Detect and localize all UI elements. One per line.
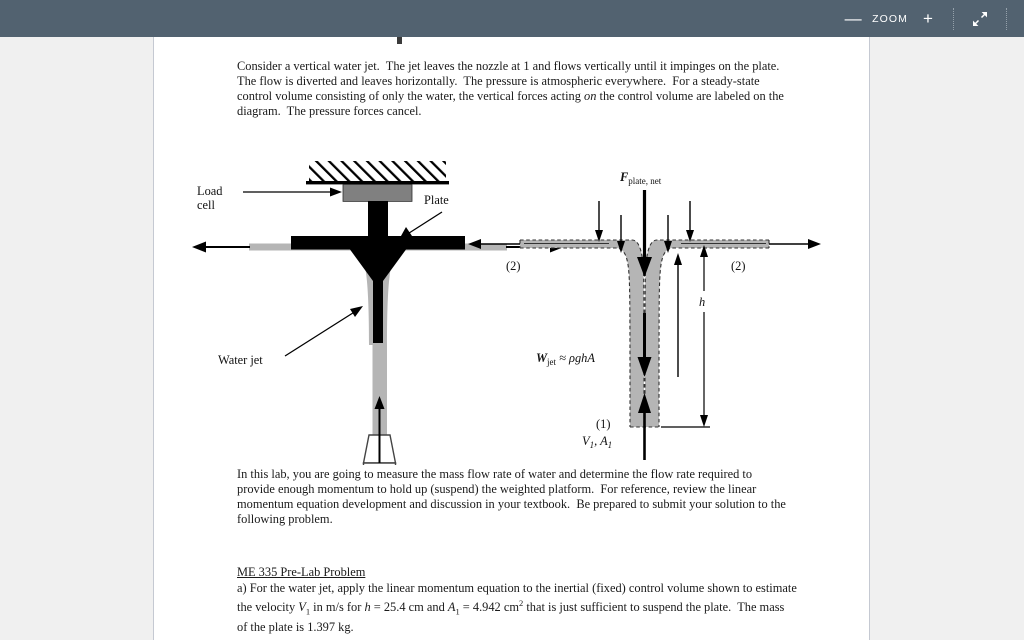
problem-var-h: h: [364, 600, 371, 615]
document-page: [153, 37, 870, 640]
label-v1-a1: [582, 434, 612, 450]
viewer-toolbar: [0, 0, 1024, 37]
zoom-label-text: ZOOM: [872, 12, 908, 25]
label-water-jet: Water jet: [218, 353, 263, 367]
nozzle-body: [364, 463, 396, 465]
load-cell-block: [343, 184, 412, 201]
label-jet-weight-W: W: [536, 351, 548, 365]
problem-var-a-sup: 2: [519, 598, 524, 609]
cv-outflow-arrow-right: [769, 239, 821, 249]
ceiling-hatch: [309, 161, 446, 181]
problem-text-1: a) For the water jet, apply the linear momentum equation to the inertial (fixed) control volume shown to estimate the velocity: [237, 581, 800, 615]
page-top-artifact: [397, 37, 402, 44]
outflow-arrow-left: [192, 242, 250, 253]
cv-water-left-arm: [520, 240, 644, 427]
plate-pointer-arrow: [399, 212, 442, 240]
label-v1-sub: 1: [589, 440, 595, 450]
label-jet-weight-sub: jet: [547, 357, 557, 367]
cv-water-right-arm: [645, 240, 769, 427]
problem-text-3: = 25.4 cm and: [370, 600, 448, 615]
water-jet-pointer-arrow: [285, 306, 363, 356]
zoom-out-label: —: [844, 8, 862, 28]
ceiling-baseline: [306, 181, 449, 184]
intro-text-part2: the control volume are labeled on the diagram. The pressure forces cancel.: [237, 89, 788, 119]
problem-paragraph: [237, 581, 800, 635]
label-force-plate-net: [619, 170, 662, 186]
collapse-arrows-icon[interactable]: [963, 0, 997, 37]
label-station-2-right: (2): [731, 259, 746, 273]
plate-stem: [368, 201, 388, 236]
outlet-momentum-arrow: [674, 253, 682, 377]
plate-bar: [291, 236, 465, 250]
zoom-label: [868, 0, 912, 37]
label-station-2-left: (2): [506, 259, 521, 273]
left-diagram-apparatus: [192, 161, 564, 465]
label-force-plate-F: F: [620, 170, 629, 184]
problem-var-a-sub: 1: [455, 606, 460, 617]
label-load: Load: [197, 184, 223, 198]
label-v1: V: [582, 434, 590, 448]
problem-text-5: that is just sufficient to suspend the plate. The mass of the plate is 1.397 kg.: [237, 600, 788, 634]
zoom-in-button[interactable]: [912, 0, 944, 37]
toolbar-divider-right: [1006, 8, 1007, 30]
load-cell-pointer-arrow: [243, 188, 342, 197]
problem-text-2: in m/s for: [310, 600, 365, 615]
label-plate: Plate: [424, 193, 449, 207]
label-v1a1-sep: ,: [594, 434, 601, 448]
problem-var-v: V: [298, 600, 306, 615]
problem-heading: ME 335 Pre-Lab Problem: [237, 565, 366, 579]
label-a1-sub: 1: [607, 440, 613, 450]
toolbar-divider-left: [953, 8, 954, 30]
label-jet-weight-expr: ≈ ρghA: [556, 351, 595, 365]
intro-text-part1: Consider a vertical water jet. The jet leaves the nozzle at 1 and flows vertically until it impinges on the plate. The flow is diverted and leaves horizontally. The pressure is atmospheric everywhere. For a steady-state control volume consisting of only the water, the vertical forces acting: [237, 59, 786, 104]
label-h: h: [699, 295, 706, 309]
h-dimension: [661, 245, 710, 427]
intro-paragraph: [237, 59, 790, 119]
problem-var-v-sub: 1: [305, 606, 311, 617]
right-diagram-control-volume: [468, 170, 821, 460]
zoom-out-button[interactable]: [838, 0, 868, 37]
label-cell: cell: [197, 198, 215, 212]
plate-underside-wedge: [350, 250, 406, 346]
problem-var-a: A: [447, 600, 456, 615]
label-jet-weight: [536, 351, 595, 367]
label-a1: A: [600, 434, 608, 448]
problem-text-4: = 4.942 cm: [459, 600, 519, 615]
lab-paragraph: In this lab, you are going to measure the mass flow rate of water and determine the flow rate required to provide enough momentum to hold up (suspend) the weighted platform. For reference, review the linear momentum equation development and discussion in your textbook. Be prepared to submit your solution to the following problem.: [237, 467, 789, 527]
label-station-1: (1): [596, 417, 611, 431]
water-jet-figure: [154, 115, 871, 465]
label-force-plate-sub: plate, net: [628, 176, 662, 186]
intro-italic-on: on: [584, 89, 597, 104]
zoom-in-label: +: [923, 8, 933, 28]
